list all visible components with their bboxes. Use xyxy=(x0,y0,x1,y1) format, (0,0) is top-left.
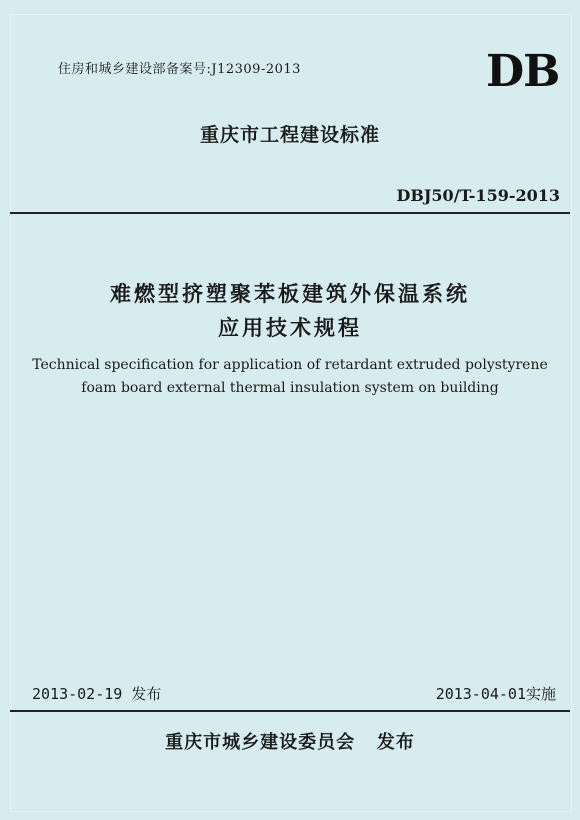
bottom-divider xyxy=(10,710,570,712)
standard-type: 重庆市工程建设标准 xyxy=(199,124,380,146)
top-divider xyxy=(10,212,570,214)
title-cn-line1: 难燃型挤塑聚苯板建筑外保温系统 xyxy=(110,282,470,306)
issuer: 重庆市城乡建设委员会 发布 xyxy=(165,732,415,753)
title-en-line2: foam board external thermal insulation system on building xyxy=(81,380,499,396)
issue-date: 2013-02-19 发布 xyxy=(32,685,162,703)
standard-code: DBJ50/T-159-2013 xyxy=(396,186,560,205)
effective-date: 2013-04-01实施 xyxy=(435,685,556,703)
title-cn-line2: 应用技术规程 xyxy=(218,316,362,340)
db-logo: DB xyxy=(486,46,560,97)
title-en-line1: Technical specification for application of retardant extruded polystyrene xyxy=(32,357,548,373)
record-number: 住房和城乡建设部备案号:J12309-2013 xyxy=(58,62,301,77)
